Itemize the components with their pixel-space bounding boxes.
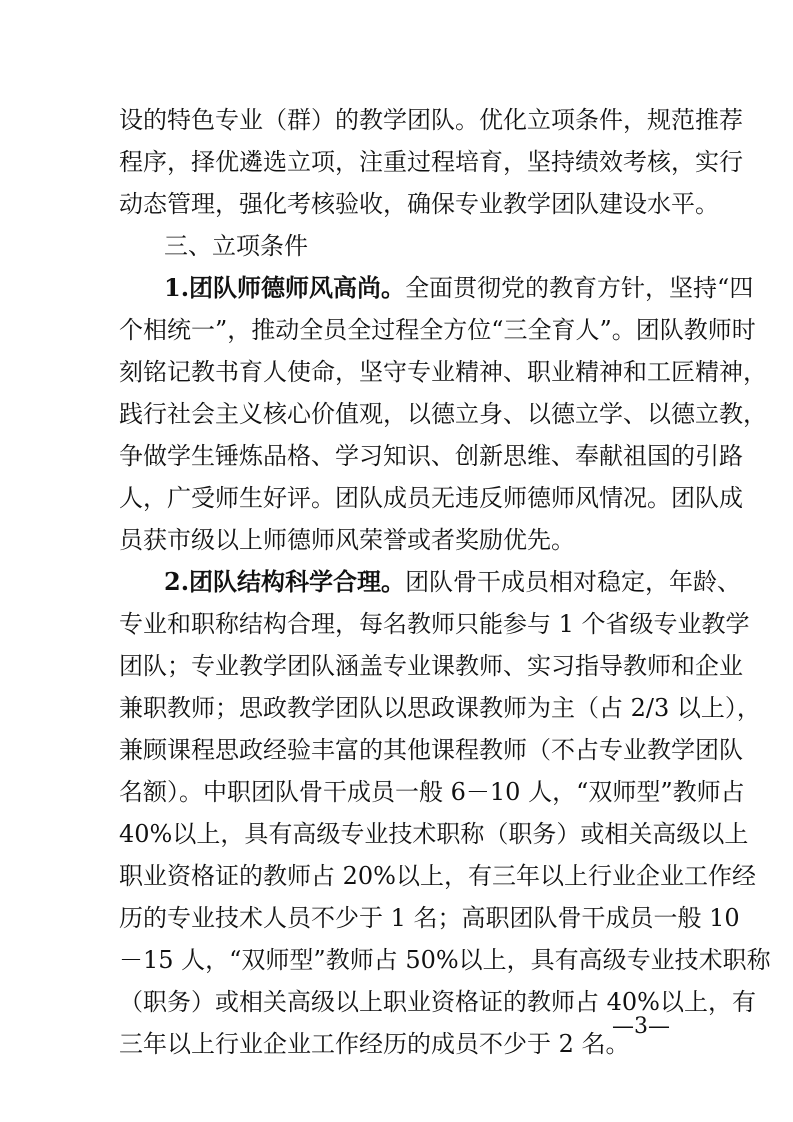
page-number: —3—	[612, 1014, 670, 1039]
paragraph-line: －15 人，“双师型”教师占 50%以上，具有高级专业技术职称	[119, 946, 771, 974]
paragraph-line: 团队；专业教学团队涵盖专业课教师、实习指导教师和企业	[119, 652, 743, 680]
paragraph-line: 刻铭记教书育人使命，坚守专业精神、职业精神和工匠精神，	[119, 358, 767, 386]
item-2-heading: 2.团队结构科学合理。	[164, 567, 406, 596]
paragraph-line: 个相统一”，推动全员全过程全方位“三全育人”。团队教师时	[119, 316, 756, 344]
paragraph-line: 历的专业技术人员不少于 1 名；高职团队骨干成员一般 10	[119, 904, 740, 932]
paragraph-line: 争做学生锤炼品格、学习知识、创新思维、奉献祖国的引路	[119, 442, 743, 470]
paragraph-line: 动态管理，强化考核验收，确保专业教学团队建设水平。	[119, 190, 719, 218]
paragraph-line: 兼职教师；思政教学团队以思政课教师为主（占 2/3 以上），	[119, 694, 761, 722]
paragraph-line: （职务）或相关高级以上职业资格证的教师占 40%以上，有	[119, 988, 756, 1016]
paragraph-line: 兼顾课程思政经验丰富的其他课程教师（不占专业教学团队	[119, 736, 743, 764]
paragraph-line: 设的特色专业（群）的教学团队。优化立项条件，规范推荐	[119, 106, 743, 134]
item-1-heading: 1.团队师德师风高尚。	[164, 273, 406, 302]
item-2-first-line	[164, 566, 742, 598]
paragraph-line: 践行社会主义核心价值观，以德立身、以德立学、以德立教，	[119, 400, 767, 428]
paragraph-line: 人，广受师生好评。团队成员无违反师德师风情况。团队成	[119, 484, 743, 512]
item-2-text: 团队骨干成员相对稳定，年龄、	[405, 568, 742, 596]
paragraph-line: 三年以上行业企业工作经历的成员不少于 2 名。	[119, 1030, 630, 1058]
paragraph-line: 员获市级以上师德师风荣誉或者奖励优先。	[119, 526, 575, 554]
item-1-first-line	[164, 272, 754, 304]
item-1-text: 全面贯彻党的教育方针，坚持“四	[405, 274, 754, 302]
paragraph-line: 职业资格证的教师占 20%以上，有三年以上行业企业工作经	[119, 862, 756, 890]
paragraph-line: 专业和职称结构合理，每名教师只能参与 1 个省级专业教学	[119, 610, 750, 638]
section-heading: 三、立项条件	[164, 232, 308, 260]
paragraph-line: 40%以上，具有高级专业技术职称（职务）或相关高级以上	[119, 820, 749, 848]
paragraph-line: 程序，择优遴选立项，注重过程培育，坚持绩效考核，实行	[119, 148, 743, 176]
paragraph-line: 名额）。中职团队骨干成员一般 6－10 人，“双师型”教师占	[119, 778, 745, 806]
